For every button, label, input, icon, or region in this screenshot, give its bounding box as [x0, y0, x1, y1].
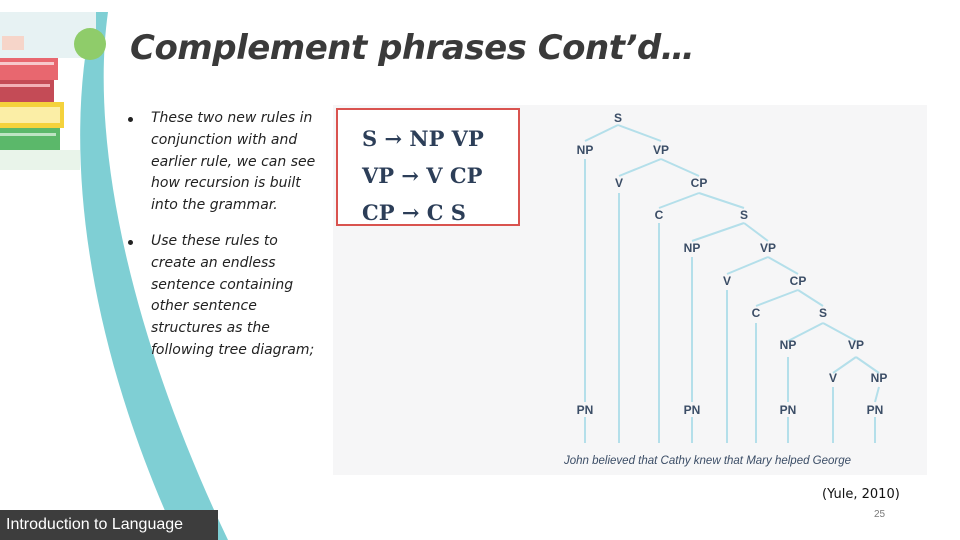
tree-branches [585, 125, 879, 443]
footer-course-label: Introduction to Language [0, 510, 218, 540]
citation: (Yule, 2010) [822, 487, 900, 502]
tree-node: S [613, 111, 623, 125]
tree-node: VP [652, 143, 670, 157]
tree-node: PN [779, 403, 797, 417]
tree-node: CP [789, 274, 807, 288]
tree-node: PN [683, 403, 701, 417]
tree-node: S [818, 306, 828, 320]
bullet-text: Use these rules to create an endless sentence containing other sentence structures as the following tree diagram; [151, 232, 315, 358]
page-number: 25 [874, 509, 886, 520]
bullet-text: These two new rules in conjunction with and earlier rule, we can see how recursion is built into the grammar. [151, 110, 316, 214]
tree-node: NP [870, 371, 888, 385]
bullet-item [128, 231, 318, 362]
slide-title: Complement phrases Cont’d… [130, 28, 695, 68]
tree-labels [577, 111, 888, 417]
tree-node: C [654, 208, 664, 222]
tree-node: C [751, 306, 761, 320]
tree-node: V [614, 176, 624, 190]
tree-node: VP [759, 241, 777, 255]
tree-node: CP [690, 176, 708, 190]
tree-sentence: John believed that Cathy knew that Mary helped George [564, 455, 852, 467]
bullet-dot-icon [128, 117, 133, 122]
syntax-tree [333, 105, 927, 475]
bullet-item [128, 108, 318, 217]
tree-node: VP [847, 338, 865, 352]
tree-node: V [722, 274, 732, 288]
tree-node: NP [683, 241, 701, 255]
bullet-dot-icon [128, 240, 133, 245]
rule-line: CP → C S [362, 200, 466, 225]
bullet-list [128, 108, 318, 362]
tree-node: NP [576, 143, 594, 157]
tree-node: V [828, 371, 838, 385]
tree-node: NP [779, 338, 797, 352]
rule-line: S → NP VP [362, 126, 484, 151]
rule-line: VP → V CP [362, 163, 483, 188]
tree-node: S [739, 208, 749, 222]
tree-node: PN [576, 403, 594, 417]
tree-node: PN [866, 403, 884, 417]
